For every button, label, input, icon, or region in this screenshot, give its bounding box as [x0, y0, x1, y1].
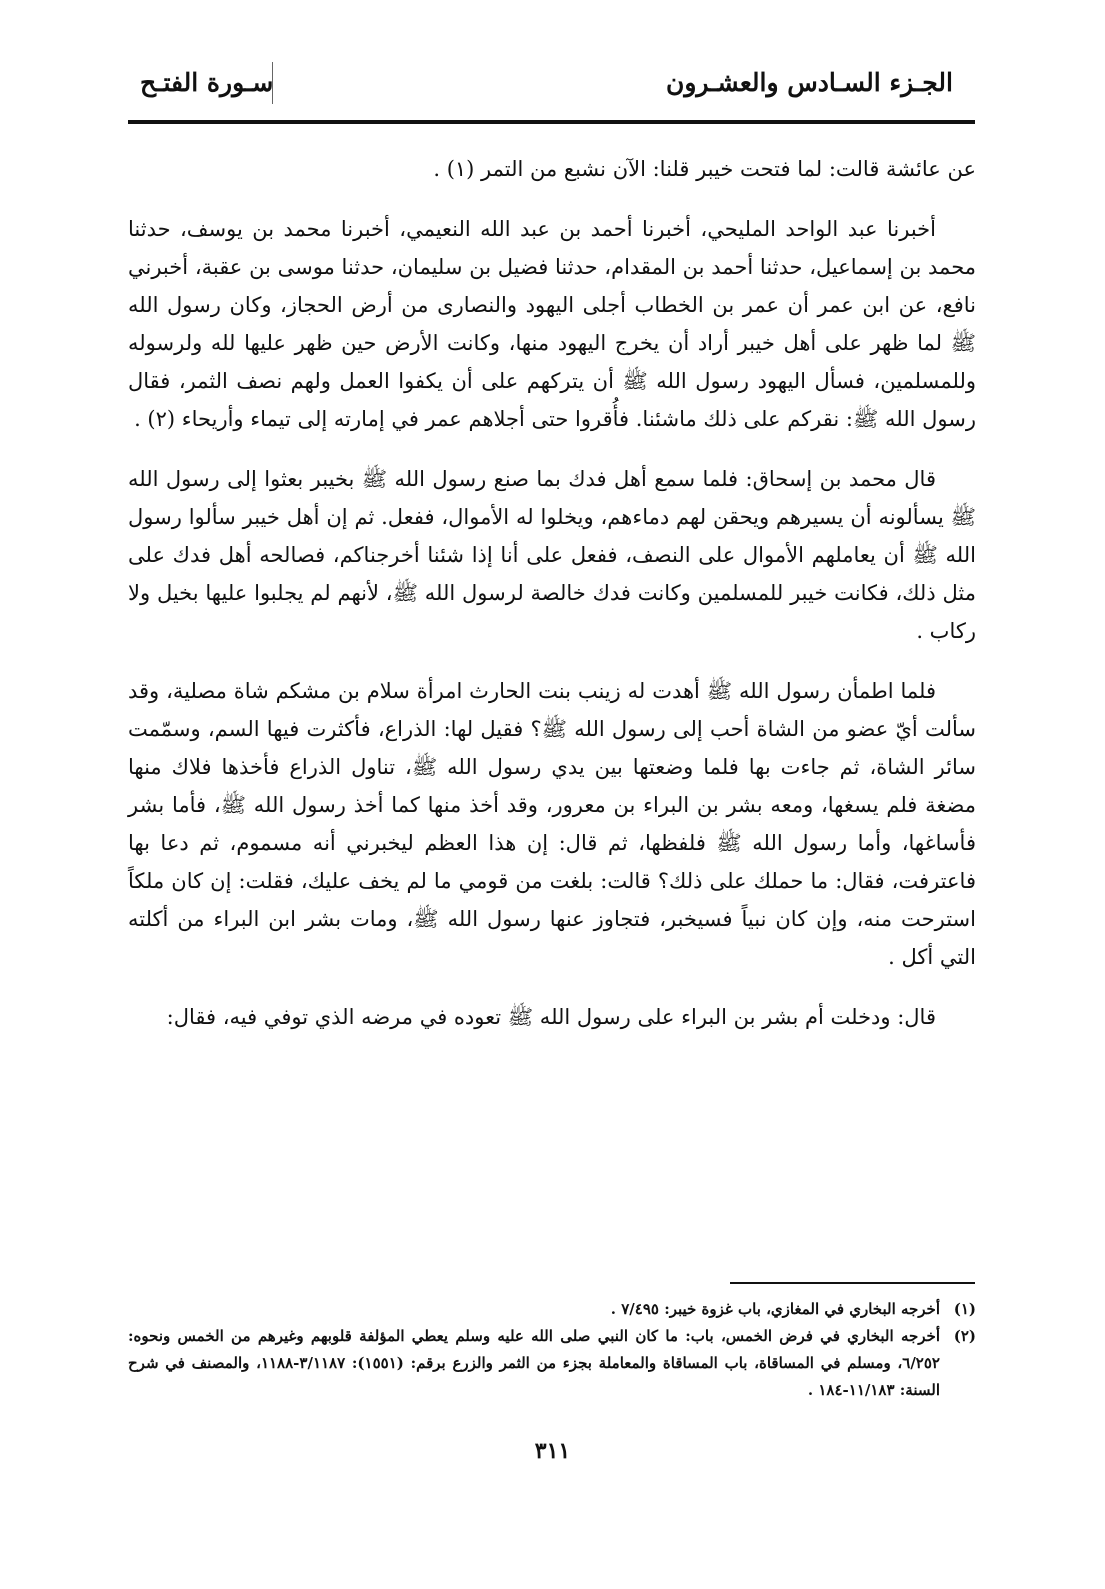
footnote-text: أخرجه البخاري في المغازي، باب غزوة خيبر: ٧/٤٩٥ .	[610, 1300, 940, 1318]
surah-title: سـورة الفتـح	[140, 68, 274, 97]
page-header	[130, 62, 975, 117]
footnote	[128, 1323, 976, 1404]
footnote-text: أخرجه البخاري في فرض الخمس، باب: ما كان النبي صلى الله عليه وسلم يعطي المؤلفة قلوبهم وغيرهم من الخمس ونحوه: ٦/٢٥٢، ومسلم في المساقاة، باب المساقاة والمعاملة بجزء من الثمر والزرع برقم: (١٥٥١): ٣/١١٨٧-١١٨٨، والمصنف في شرح السنة: ١١/١٨٣-١٨٤ .	[128, 1327, 940, 1399]
paragraph: أخبرنا عبد الواحد المليحي، أخبرنا أحمد بن عبد الله النعيمي، أخبرنا محمد بن يوسف، حدثنا محمد بن إسماعيل، حدثنا أحمد بن المقدام، حدثنا فضيل بن سليمان، حدثنا موسى بن عقبة، أخبرني نافع، عن ابن عمر أن عمر بن الخطاب أجلى اليهود والنصارى من أرض الحجاز، وكان رسول الله ﷺ لما ظهر على أهل خيبر أراد أن يخرج اليهود منها، وكانت الأرض حين ظهر عليها لله ولرسوله وللمسلمين، فسأل اليهود رسول الله ﷺ أن يتركهم على أن يكفوا العمل ولهم نصف الثمر، فقال رسول الله ﷺ: نقركم على ذلك ماشئنا. فأُقروا حتى أجلاهم عمر في إمارته إلى تيماء وأريحاء (٢) .	[128, 217, 976, 431]
paragraph: قال: ودخلت أم بشر بن البراء على رسول الله ﷺ تعوده في مرضه الذي توفي فيه، فقال:	[166, 1005, 936, 1029]
page-number: ٣١١	[534, 1438, 571, 1464]
main-text	[128, 150, 976, 1058]
paragraph: قال محمد بن إسحاق: فلما سمع أهل فدك بما صنع رسول الله ﷺ بخيبر بعثوا إلى رسول الله ﷺ يسألونه أن يسيرهم ويحقن لهم دماءهم، ويخلوا له الأموال، ففعل. ثم إن أهل خيبر سألوا رسول الله ﷺ أن يعاملهم الأموال على النصف، ففعل على أنا إذا شئنا أخرجناكم، فصالحه أهل فدك على مثل ذلك، فكانت خيبر للمسلمين وكانت فدك خالصة لرسول الله ﷺ، لأنهم لم يجلبوا عليها بخيل ولا ركاب .	[128, 467, 976, 643]
paragraph: عن عائشة قالت: لما فتحت خيبر قلنا: الآن نشبع من التمر (١) .	[433, 157, 976, 181]
footnote-number: (٢)	[953, 1327, 976, 1345]
footnotes	[128, 1296, 976, 1404]
footnote	[128, 1296, 976, 1323]
footnote-number: (١)	[953, 1300, 976, 1318]
paragraph: فلما اطمأن رسول الله ﷺ أهدت له زينب بنت الحارث امرأة سلام بن مشكم شاة مصلية، وقد سألت أيّ عضو من الشاة أحب إلى رسول الله ﷺ؟ فقيل لها: الذراع، فأكثرت فيها السم، وسمّمت سائر الشاة، ثم جاءت بها فلما وضعتها بين يدي رسول الله ﷺ، تناول الذراع فأخذها فلاك منها مضغة فلم يسغها، ومعه بشر بن البراء بن معرور، وقد أخذ منها كما أخذ رسول الله ﷺ، فأما بشر فأساغها، وأما رسول الله ﷺ فلفظها، ثم قال: إن هذا العظم ليخبرني أنه مسموم، ثم دعا بها فاعترفت، فقال: ما حملك على ذلك؟ قالت: بلغت من قومي ما لم يخف عليك، فقلت: إن كان ملكاً استرحت منه، وإن كان نبياً فسيخبر، فتجاوز عنها رسول الله ﷺ، ومات بشر ابن البراء من أكلته التي أكل .	[128, 679, 976, 969]
header-rule	[128, 120, 975, 124]
running-title: الجـزء السـادس والعشـرون	[666, 68, 953, 97]
footnote-rule	[730, 1282, 975, 1284]
